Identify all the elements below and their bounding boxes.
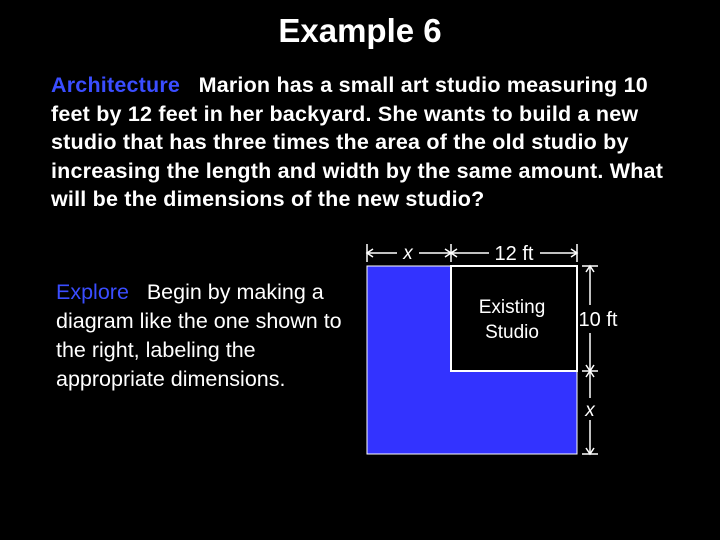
top-dimension xyxy=(367,244,577,262)
explore-text: Begin by making a diagram like the one shown to the right, labeling the appropriate dimensions. xyxy=(56,280,342,391)
existing-studio-label-line2: Studio xyxy=(485,322,539,343)
top-right-dim-label: 12 ft xyxy=(494,243,534,265)
top-left-dim-label: x xyxy=(403,243,413,264)
slide-title: Example 6 xyxy=(278,12,442,49)
right-dimension xyxy=(582,266,598,454)
right-bottom-dim-label: x xyxy=(585,400,595,421)
problem-label: Architecture xyxy=(51,73,181,97)
explore-label: Explore xyxy=(56,280,129,304)
problem-text: Marion has a small art studio measuring 10 feet by 12 feet in her backyard. She wants to build a new studio that has three times the area of the old studio by increasing the length and width by the same amount. What will be the dimensions of the new studio? xyxy=(51,73,664,211)
existing-studio-label-line1: Existing xyxy=(478,297,546,318)
right-top-dim-label: 10 ft xyxy=(578,309,618,331)
existing-studio-box xyxy=(451,266,577,371)
